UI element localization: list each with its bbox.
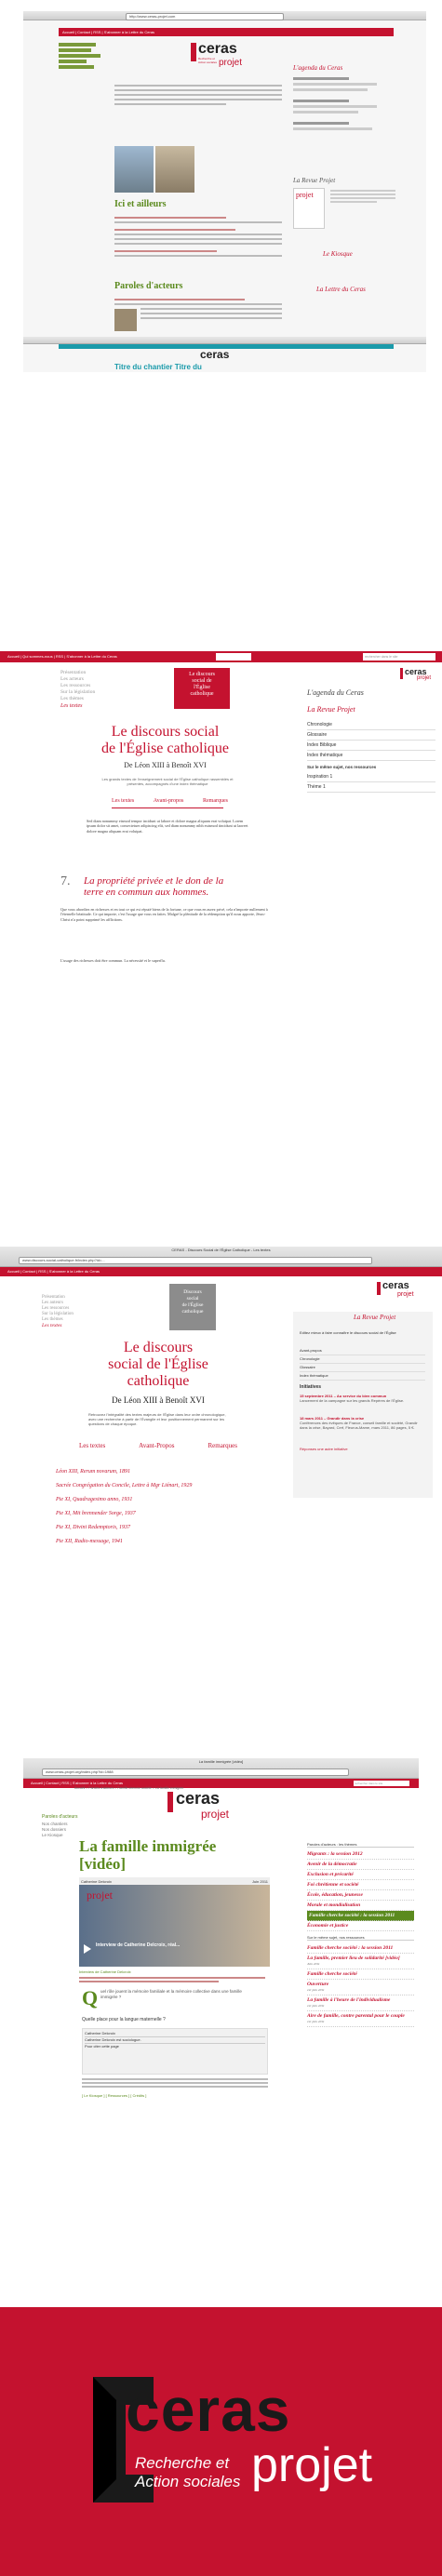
- address-bar[interactable]: www.ceras-projet.org/index.php?id=1988: [42, 1768, 349, 1776]
- resources-heading: Sur le même sujet, nos ressources: [307, 765, 377, 769]
- themes-head: Paroles d'acteurs : les thèmes: [307, 1842, 414, 1848]
- event-2[interactable]: 18 mars 2011 – Grandir dans la crise Conférences des évêques de France, conseil famille et société, Grandir dans la crise, Bayard, Cerf, Fleurus-Mame, mars 2011, 86 pages, 5 €.: [300, 1416, 418, 1430]
- resource-item[interactable]: Thème 1: [307, 782, 435, 793]
- kiosque-heading: Le Kiosque: [323, 250, 353, 258]
- browser-chrome-2: [23, 337, 426, 344]
- video-under[interactable]: Interview de Catherine Delcroix: [79, 1969, 131, 1974]
- left-active[interactable]: Paroles d'acteurs: [42, 1814, 78, 1820]
- question-letter: Q: [82, 1986, 99, 2009]
- right-menu-item[interactable]: Chronologie: [307, 720, 435, 730]
- left-menu-active: Les textes: [60, 703, 83, 709]
- resources-list[interactable]: Famille cherche société : la session 2011 La famille, premier lieu de solidarité [vidéo] Juin 2011 Famille cherche société Ouverture 1er juin 2011 La famille à l'heure de l'individualisme 1er juin 2011 Aire de famille, contre parental pour le couple 1er juin 2011: [307, 1943, 414, 2027]
- top-nav[interactable]: Accueil | Qui sommes-nous | RSS | S'abonner à la Lettre du Ceras: [0, 651, 442, 662]
- screenshot-homepage: [0, 0, 442, 372]
- right-menu-item[interactable]: Index thématique: [300, 1372, 425, 1381]
- tab-remarques[interactable]: Remarques: [208, 1442, 237, 1449]
- screenshot-famille-immigree: [0, 1758, 442, 2177]
- resource-item[interactable]: Inspiration 1: [307, 772, 435, 782]
- big-logo-panel: [0, 2307, 442, 2576]
- tab-avant-propos[interactable]: Avant-Propos: [139, 1442, 175, 1449]
- chantier-preview: ceras Titre du chantier Titre du: [23, 344, 426, 372]
- breadcrumb[interactable]: Accueil > Paroles d'acteurs > Famille cherche société > La famille immigrée: [74, 1786, 184, 1790]
- main-intro: [114, 82, 282, 128]
- big-logo-product: projet: [251, 2438, 373, 2492]
- browser-chrome: [23, 1758, 419, 1779]
- body-intro: Sed diam nonummy eismod tempor incidunt ut labore et dolore magna aliquam erat volutpat. Lorem ipsum dolor sit amet, consectetuer adipiscing elit, sed diam nonummy nibh euismod tincidunt ut laoreet dolore magna aliquam erat volutpat.: [87, 819, 248, 834]
- page-subtitle: De Léon XIII à Benoît XVI: [124, 761, 207, 769]
- page-title: Le discours social de l'Église catholique: [100, 724, 230, 756]
- author-box-text: [82, 2076, 268, 2089]
- tab-textes[interactable]: Les textes: [79, 1442, 106, 1449]
- address-bar[interactable]: www.discours-social-catholique.fr/index.php?id=...: [19, 1257, 372, 1264]
- top-nav[interactable]: Accueil | Contact | RSS | S'abonner à la Lettre du Ceras: [0, 1267, 442, 1276]
- theme-link[interactable]: Avenir de la démocratie: [307, 1860, 414, 1870]
- right-menu-item[interactable]: Chronologie: [300, 1355, 425, 1364]
- big-logo-tag-1: Recherche et: [135, 2454, 230, 2472]
- theme-link[interactable]: Morale et mondialisation: [307, 1901, 414, 1911]
- agenda-heading: L'agenda du Ceras: [293, 64, 343, 72]
- page-title: Le discours social de l'Église catholique: [108, 1340, 208, 1389]
- theme-link-active[interactable]: Famille cherche société : la session 2011: [307, 1911, 414, 1921]
- big-logo-word: ceras: [126, 2375, 291, 2444]
- text-link[interactable]: Pie XII, Radio-message, 1941: [56, 1539, 123, 1544]
- text-link[interactable]: Pie XI, Mit brennender Sorge, 1937: [56, 1511, 136, 1516]
- right-menu-item[interactable]: Index thématique: [307, 751, 435, 761]
- lettre-heading: La Lettre du Ceras: [316, 286, 366, 293]
- ici-photo-2[interactable]: [155, 146, 194, 193]
- page-title: La famille immigrée [vidéo]: [79, 1837, 217, 1873]
- ceras-logo[interactable]: ceras projet: [400, 668, 437, 685]
- initiatives-heading: Initiatives: [300, 1384, 322, 1390]
- themes-list[interactable]: [307, 1849, 414, 1931]
- author-box: Catherine Delcroix Catherine Delcroix est sociologue. Pour citer cette page: [82, 2028, 268, 2075]
- screenshot-discours-social: [0, 651, 442, 1061]
- video-under-links: [79, 1975, 265, 1984]
- revue-cover[interactable]: projet: [293, 188, 325, 229]
- footer-links[interactable]: [ Le Kiosque ] [ Ressources ] [ Crédits ]: [82, 2093, 147, 2098]
- ceras-logo[interactable]: ceras projet: [377, 1282, 423, 1302]
- play-icon[interactable]: [84, 1944, 91, 1954]
- ici-list: [114, 214, 282, 307]
- browser-chrome: [0, 1247, 442, 1267]
- ceras-logo[interactable]: ceras projet: [167, 1792, 242, 1829]
- left-menu[interactable]: Présentation Les auteurs Les ressources Sur la législation Les thèmes Les textes: [42, 1295, 74, 1328]
- body-text-2: L'usage des richesses doit être commun. La nécessité et le superflu.: [60, 958, 166, 963]
- question-text: uel rôle jouent la mémoire familiale et la mémoire collective dans une famille immigrée ?: [100, 1989, 242, 1999]
- tab-remarques[interactable]: Remarques: [202, 798, 228, 804]
- big-logo-tag-2: Action sociales: [135, 2473, 241, 2490]
- right-menu[interactable]: [300, 1347, 425, 1381]
- left-menu[interactable]: [59, 41, 114, 87]
- revue-heading: La Revue Projet: [307, 705, 355, 714]
- right-promo[interactable]: Editez mieux à faire connaître le discours social de l'Église: [300, 1330, 396, 1335]
- search-input[interactable]: rechercher dans le site: [363, 653, 435, 661]
- intro-text: Retrouvez l'intégralité des textes majeurs de l'Église dans leur ordre chronologique, avec une recherche à partir de l'Évangile et leur positionnement permanent sur les questions de chaque époque.: [88, 1412, 226, 1426]
- theme-link[interactable]: Exclusion et précarité: [307, 1870, 414, 1880]
- theme-link[interactable]: Économie et justice: [307, 1921, 414, 1931]
- video-caption: Interview de Catherine Delcroix, réal...: [96, 1942, 181, 1948]
- next-question: Quelle place pour la langue maternelle ?: [82, 2017, 166, 2022]
- search-input-top[interactable]: [216, 653, 251, 661]
- agenda-list: [293, 74, 386, 167]
- section-number: 7.: [60, 874, 71, 888]
- chantier-title: Titre du chantier Titre du: [114, 363, 202, 371]
- search-input[interactable]: rechercher dans le site: [354, 1781, 409, 1786]
- text-link[interactable]: Pie XI, Divini Redemptoris, 1937: [56, 1525, 130, 1530]
- discours-badge[interactable]: Le discours social de l'Église catholique: [174, 668, 230, 709]
- browser-chrome: [23, 11, 426, 20]
- right-menu-item[interactable]: Index Biblique: [307, 741, 435, 751]
- screenshot-discours-site: [0, 1247, 442, 1619]
- left-menu[interactable]: Présentation Les acteurs Les ressources Sur la législation Les thèmes Les textes: [60, 670, 135, 710]
- section-title: La propriété privée et le don de la terre en commun aux hommes.: [84, 875, 224, 898]
- top-nav[interactable]: Accueil | Contact | RSS | S'abonner à la Lettre du Ceras: [59, 28, 394, 36]
- right-column: [293, 1312, 433, 1498]
- page-subtitle: De Léon XIII à Benoît XVI: [112, 1395, 205, 1405]
- right-menu-item[interactable]: Glossaire: [300, 1364, 425, 1372]
- address-bar[interactable]: http://www.ceras-projet.com: [126, 13, 284, 20]
- more-link[interactable]: Réponses une autre initiative: [300, 1447, 348, 1451]
- body-text: Que vous abordiez en richesses et en tout ce qui est réputé biens de la fortune, ce que vous en aurez privé, cela n'importe nullement à l'éternelle béatitude. Ce qui importe, c'est l'usage que vous en faites. Malgré la plénitude de la rédemption qu'il nous apporte, Jésus-Christ n'a point supprimé les afflictions.: [60, 907, 268, 922]
- tabs[interactable]: [79, 1442, 237, 1449]
- agenda-heading: L'agenda du Ceras: [307, 688, 364, 697]
- resources-list[interactable]: [307, 772, 435, 793]
- tab-textes[interactable]: Les textes: [112, 798, 135, 804]
- ici-heading: Ici et ailleurs: [114, 199, 167, 209]
- right-menu-item[interactable]: Avant-propos: [300, 1347, 425, 1355]
- intro-text: Les grands textes de l'enseignement social de l'Église catholique rassemblés et présentés, accompagnés d'une index thématique: [101, 777, 234, 786]
- resources-head: Sur le même sujet, nos ressources: [307, 1935, 414, 1941]
- right-menu-item[interactable]: Glossaire: [307, 730, 435, 741]
- text-link[interactable]: Léon XIII, Rerum novarum, 1891: [56, 1469, 130, 1475]
- page-canvas: [23, 20, 426, 372]
- tab-avant-propos[interactable]: Avant-propos: [153, 798, 184, 804]
- window-title: La famille immigrée [vidéo]: [198, 1759, 244, 1764]
- ici-photo[interactable]: [114, 146, 154, 193]
- event-1[interactable]: 15 septembre 2011 – Au service du bien commun Lancement de la campagne sur les grands Repères de l'Église.: [300, 1394, 405, 1403]
- text-link[interactable]: Pie XI, Quadragesimo anno, 1931: [56, 1497, 133, 1502]
- tabs[interactable]: [112, 798, 228, 804]
- window-title: CERAS - Discours Social de l'Église Catholique - Les textes: [171, 1248, 271, 1252]
- discours-badge[interactable]: Discours social de l'Église catholique: [169, 1284, 216, 1330]
- video-player[interactable]: Catherine Delcroix Juin 2011 projet Interview de Catherine Delcroix, réal...: [79, 1877, 270, 1967]
- right-menu[interactable]: [307, 720, 435, 761]
- revue-heading: La Revue Projet: [293, 177, 336, 184]
- left-menu[interactable]: Nos chantiers Nos dossiers Le Kiosque: [42, 1822, 68, 1837]
- theme-link[interactable]: Foi chrétienne et société: [307, 1880, 414, 1890]
- texts-list[interactable]: [56, 1468, 270, 1545]
- text-link[interactable]: Sacrée Congrégation du Concile, Lettre à Mgr Liénart, 1929: [56, 1483, 193, 1488]
- revue-text: [330, 188, 395, 229]
- revue-heading: La Revue Projet: [354, 1314, 396, 1321]
- ceras-logo[interactable]: ceras projet Recherche et Action sociales: [191, 43, 256, 76]
- theme-link[interactable]: École, éducation, jeunesse: [307, 1890, 414, 1901]
- theme-link[interactable]: Migrants : la session 2012: [307, 1849, 414, 1860]
- paroles-heading: Paroles d'acteurs: [114, 281, 183, 291]
- top-nav[interactable]: Accueil | Contact | RSS | S'abonner à la Lettre du Ceras: [23, 1779, 419, 1788]
